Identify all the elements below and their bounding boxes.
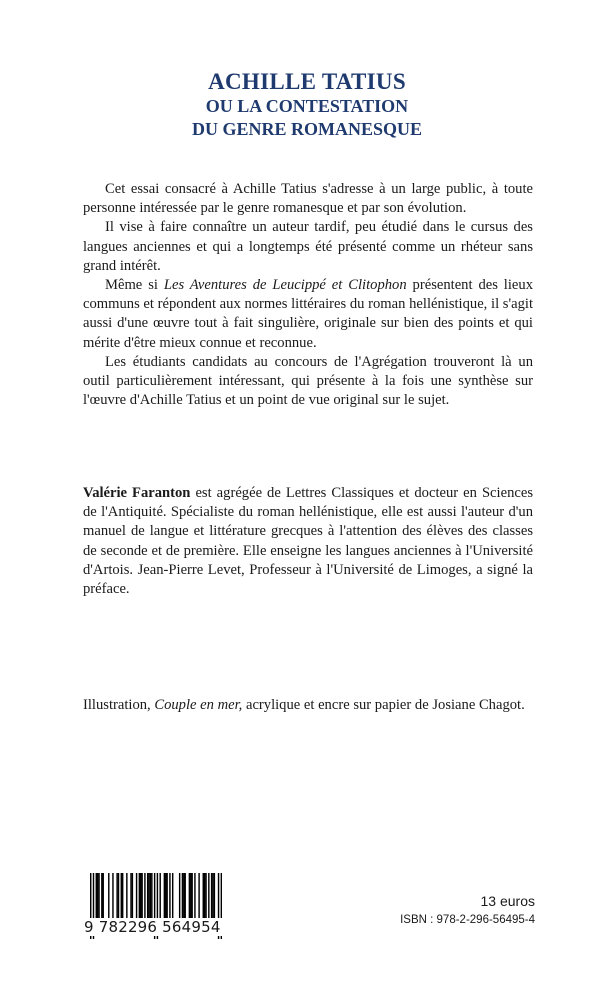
barcode-bar	[198, 873, 199, 923]
summary-paragraph-4: Les étudiants candidats au concours de l'Agrégation trouveront là un outil particulièrement intéressant, qui présente à la fois une synthèse sur l'œuvre d'Achille Tatius et un point de vue original sur le sujet.	[83, 353, 533, 409]
summary-text	[83, 180, 533, 410]
barcode-bar	[108, 873, 109, 923]
illustration-credit	[83, 696, 543, 715]
barcode-bar	[211, 873, 212, 923]
summary-paragraph-2: Il vise à faire connaître un auteur tardif, peu étudié dans le cursus des langues anciennes et qui a longtemps été présenté comme un rhéteur sans grand intérêt.	[83, 219, 533, 274]
barcode-bar	[97, 873, 98, 923]
title-main: ACHILLE TATIUS	[208, 69, 406, 94]
barcode-bar	[116, 873, 117, 923]
barcode-bar	[194, 873, 195, 923]
book-title	[0, 68, 614, 141]
barcode-bar	[204, 873, 205, 923]
barcode-bar	[208, 873, 209, 923]
barcode-bar	[212, 873, 213, 923]
barcode-bar	[205, 873, 206, 923]
barcode-bar	[139, 873, 140, 923]
barcode-bar	[172, 873, 173, 923]
author-name: Valérie Faranton	[83, 485, 191, 501]
barcode-bar	[150, 873, 151, 923]
barcode-bar	[130, 873, 131, 923]
barcode-bar	[214, 873, 215, 923]
barcode-bar	[164, 873, 165, 923]
barcode-bar	[136, 873, 137, 923]
barcode-bar	[144, 873, 145, 923]
barcode-bar	[140, 873, 141, 923]
summary-paragraph-3-start: Même si	[105, 277, 164, 294]
barcode-bar	[183, 873, 184, 923]
barcode-bar	[182, 873, 183, 923]
credit-suffix: acrylique et encre sur papier de Josiane Chagot.	[242, 697, 525, 713]
barcode-bar	[184, 873, 185, 923]
title-subtitle-line-1: OU LA CONTESTATION	[205, 96, 409, 116]
summary-paragraph-1: Cet essai consacré à Achille Tatius s'adresse à un large public, à toute personne intéressée par le genre romanesque et par son évolution.	[83, 181, 533, 217]
barcode-bar	[190, 873, 191, 923]
author-bio	[83, 484, 533, 599]
illustration-title: Couple en mer,	[154, 697, 243, 713]
price: 13 euros	[480, 893, 535, 909]
barcode-bar	[122, 873, 123, 923]
author-bio-paragraph	[83, 484, 533, 599]
barcode-bar	[101, 873, 102, 923]
barcode-bar	[191, 873, 192, 923]
title-subtitle-line-2: DU GENRE ROMANESQUE	[191, 119, 423, 139]
barcode-bar	[126, 873, 127, 923]
barcode-bar	[121, 873, 122, 923]
barcode-bar	[147, 873, 148, 923]
credit-prefix: Illustration,	[83, 697, 155, 713]
barcode-bar	[112, 873, 113, 923]
barcode-bar	[179, 873, 180, 923]
barcode-bar	[148, 873, 149, 923]
barcode-bar	[165, 873, 166, 923]
barcode-digits: 9 782296 564954	[84, 918, 226, 936]
barcode-bar	[159, 873, 160, 923]
barcode-bar	[96, 873, 97, 923]
author-bio-text: est agrégée de Lettres Classiques et docteur en Sciences de l'Antiquité. Spécialiste du roman hellénistique, elle est aussi l'auteur d'un manuel de langue et littérature grecques à l'attention des élèves des classes de seconde et de première. Elle enseigne les langues anciennes à l'Université d'Artois. Jean-Pierre Levet, Professeur à l'Université de Limoges, a signé la préface.	[83, 485, 533, 598]
barcode-bar	[189, 873, 190, 923]
summary-paragraph-3-end: présentent des lieux communs et répondent aux normes littéraires du roman hellénistique, il s'agit aussi d'une œuvre tout à fait singulière, originale sur bien des points et qui mérite d'être mieux connue et reconnue.	[83, 277, 533, 351]
barcode-bar	[141, 873, 142, 923]
book-work-title: Les Aventures de Leucippé et Clitophon	[163, 277, 407, 294]
barcode-bar	[166, 873, 167, 923]
barcode-bar	[203, 873, 204, 923]
barcode-bar	[151, 873, 152, 923]
barcode-bar	[132, 873, 133, 923]
barcode-bar	[98, 873, 99, 923]
isbn-number: ISBN : 978-2-296-56495-4	[400, 914, 535, 926]
summary-paragraph-3	[83, 276, 533, 353]
barcode-bar	[103, 873, 104, 923]
barcode-bar	[118, 873, 119, 923]
barcode-bar	[169, 873, 170, 923]
